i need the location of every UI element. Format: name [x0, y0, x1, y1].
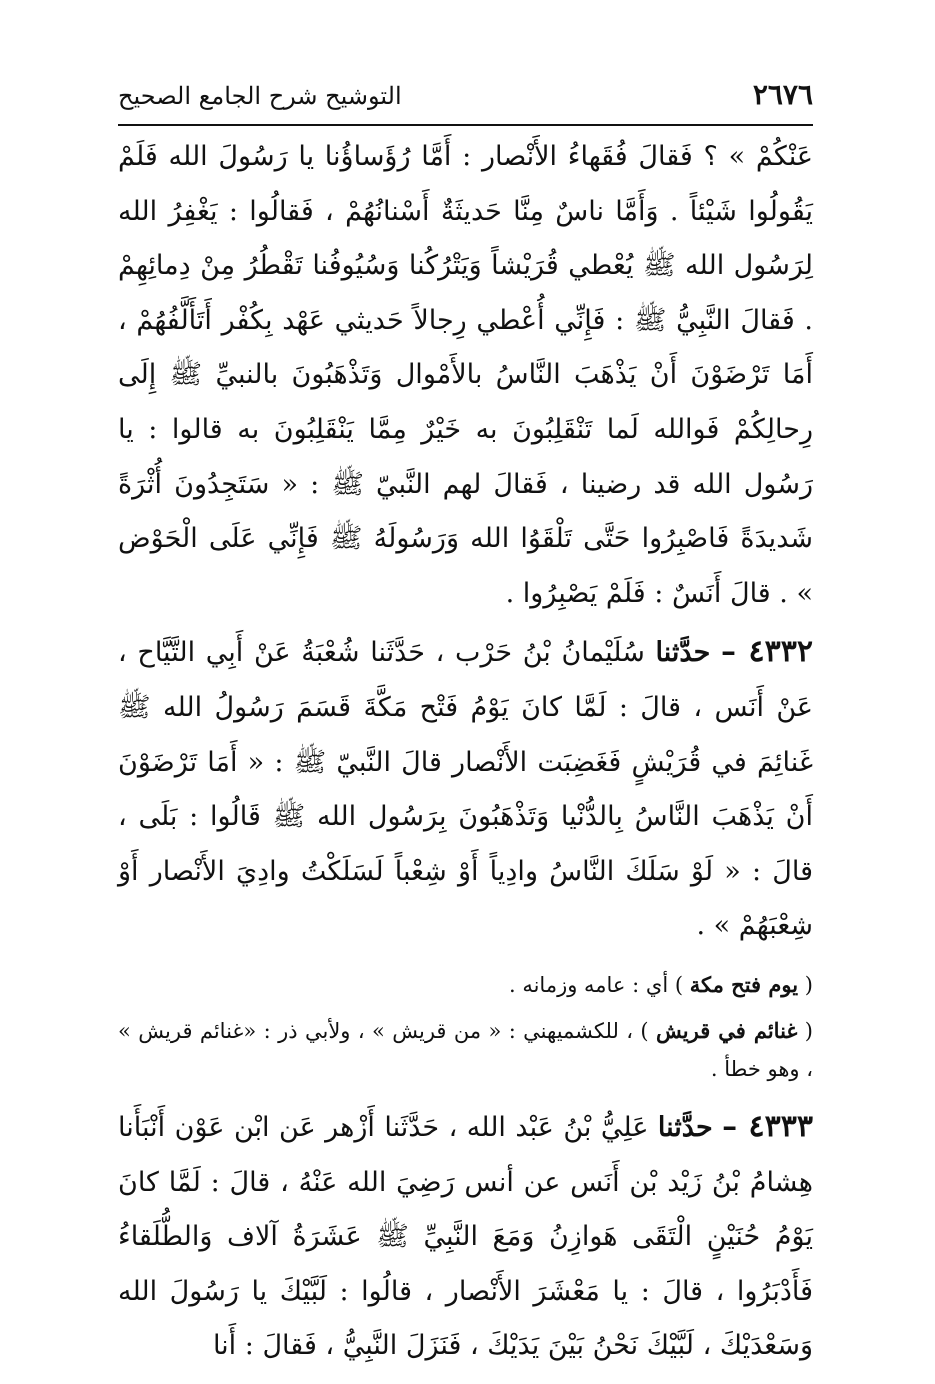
- hadith-number: ٤٣٣٣ –: [722, 1108, 813, 1144]
- hadith-lead: حدَّثنا: [655, 637, 711, 669]
- paragraph-text: سُلَيْمانُ بْنُ حَرْب ، حَدَّثَنا شُعْبَةُ عَنْ أَبِي التَّيَّاح ، عَنْ أَنَس ، قالَ : لَمَّا كانَ يَوْمُ فَتْح مَكَّةَ قَسَمَ رَسُولُ الله ﷺ غَنائِمَ في قُرَيْشٍ فَغَضِبَت الأَنْصار قالَ النَّبيّ ﷺ : « أَمَا تَرْضَوْنَ أَنْ يَذْهَبَ النَّاسُ بِالدُّنْيا وَتَذْهَبُونَ بِرَسُول الله ﷺ قَالُوا : بَلَى ، قالَ : « لَوْ سَلَكَ النَّاسُ وادِياً أَوْ شِعْباً لَسَلَكْتُ وادِيَ الأَنْصار أَوْ شِعْبَهُمْ » .: [118, 637, 813, 942]
- note-open-paren: (: [804, 1018, 813, 1043]
- header-rule: [118, 124, 813, 126]
- book-page: [118, 78, 813, 1374]
- note-close-paren: ): [674, 972, 684, 997]
- note-term: غنائم في قريش: [656, 1017, 798, 1043]
- running-title: التوشيح شرح الجامع الصحيح: [118, 82, 402, 110]
- page-header: [118, 78, 813, 118]
- hadith-lead: حدَّثنا: [657, 1111, 713, 1143]
- note-text: ، للكشميهني : « من قريش » ، ولأبي ذر : «غنائم قريش » ، وهو خطأ .: [118, 1018, 813, 1081]
- commentary-note: [118, 1012, 813, 1088]
- commentary-note: [118, 966, 813, 1004]
- note-term: يوم فتح مكة: [689, 971, 799, 997]
- paragraph-hadith-4333: [118, 1100, 813, 1374]
- paragraph-text: عَنْكُمْ » ؟ فَقالَ فُقَهاءُ الأَنْصار : أَمَّا رُؤَساؤُنا يا رَسُولَ الله فَلَمْ يَقُولُوا شَيْئاً . وَأَمَّا ناسٌ مِنَّا حَديثَةٌ أَسْنانُهُمْ ، فَقالُوا : يَغْفِرُ الله لِرَسُول الله ﷺ يُعْطي قُرَيْشاً وَيَتْرُكُنا وَسُيُوفُنا تَقْطُرُ مِنْ دِمائِهِمْ . فَقالَ النَّبِيُّ ﷺ : فَإِنِّي أُعْطي رِجالاً حَديثي عَهْد بِكُفْر أَتَأَلَّفُهُمْ ، أَمَا تَرْضَوْنَ أَنْ يَذْهَبَ النَّاسُ بالأَمْوال وَتَذْهَبُونَ بالنبيِّ ﷺ إِلَى رِحالِكُمْ فَوالله لَما تَنْقَلِبُونَ به خَيْرٌ مِمَّا يَنْقَلِبُونَ به قالوا : يا رَسُول الله قد رضينا ، فَقالَ لهم النَّبيّ ﷺ : « سَتَجِدُونَ أُثْرَةً شَديدَةً فَاصْبِرُوا حَتَّى تَلْقَوُا الله وَرَسُولَهُ ﷺ فَإِنِّي عَلَى الْحَوْض » . قالَ أَنَسٌ : فَلَمْ يَصْبِرُوا .: [118, 141, 813, 609]
- paragraph-text: عَلِيُّ بْنُ عَبْد الله ، حَدَّثَنا أَزْهر عَن ابْن عَوْن أَنْبَأَنا هِشامُ بْنُ زَيْد بْن أَنَس عن أنس رَضِيَ الله عَنْهُ ، قالَ : لَمَّا كانَ يَوْمُ حُنَيْنٍ الْتَقَى هَوازِنُ وَمَعَ النَّبِيِّ ﷺ عَشَرَةُ آلاف وَالطُّلَقاءُ فَأَدْبَرُوا ، قالَ : يا مَعْشَرَ الأَنْصار ، قالُوا : لَبَّيْكَ يا رَسُولَ الله وَسَعْدَيْكَ ، لَبَّيْكَ نَحْنُ بَيْنَ يَدَيْكَ ، فَنَزَلَ النَّبِيُّ ، فَقالَ : أَنا: [118, 1111, 813, 1362]
- note-text: أي : عامه وزمانه .: [508, 972, 669, 997]
- page-number: ٢٦٧٦: [752, 78, 813, 111]
- paragraph-hadith-4332: [118, 625, 813, 954]
- paragraph-hadith-continuation: [118, 130, 813, 621]
- note-open-paren: (: [804, 972, 813, 997]
- hadith-number: ٤٣٣٢ –: [721, 634, 813, 670]
- note-close-paren: ): [640, 1018, 649, 1043]
